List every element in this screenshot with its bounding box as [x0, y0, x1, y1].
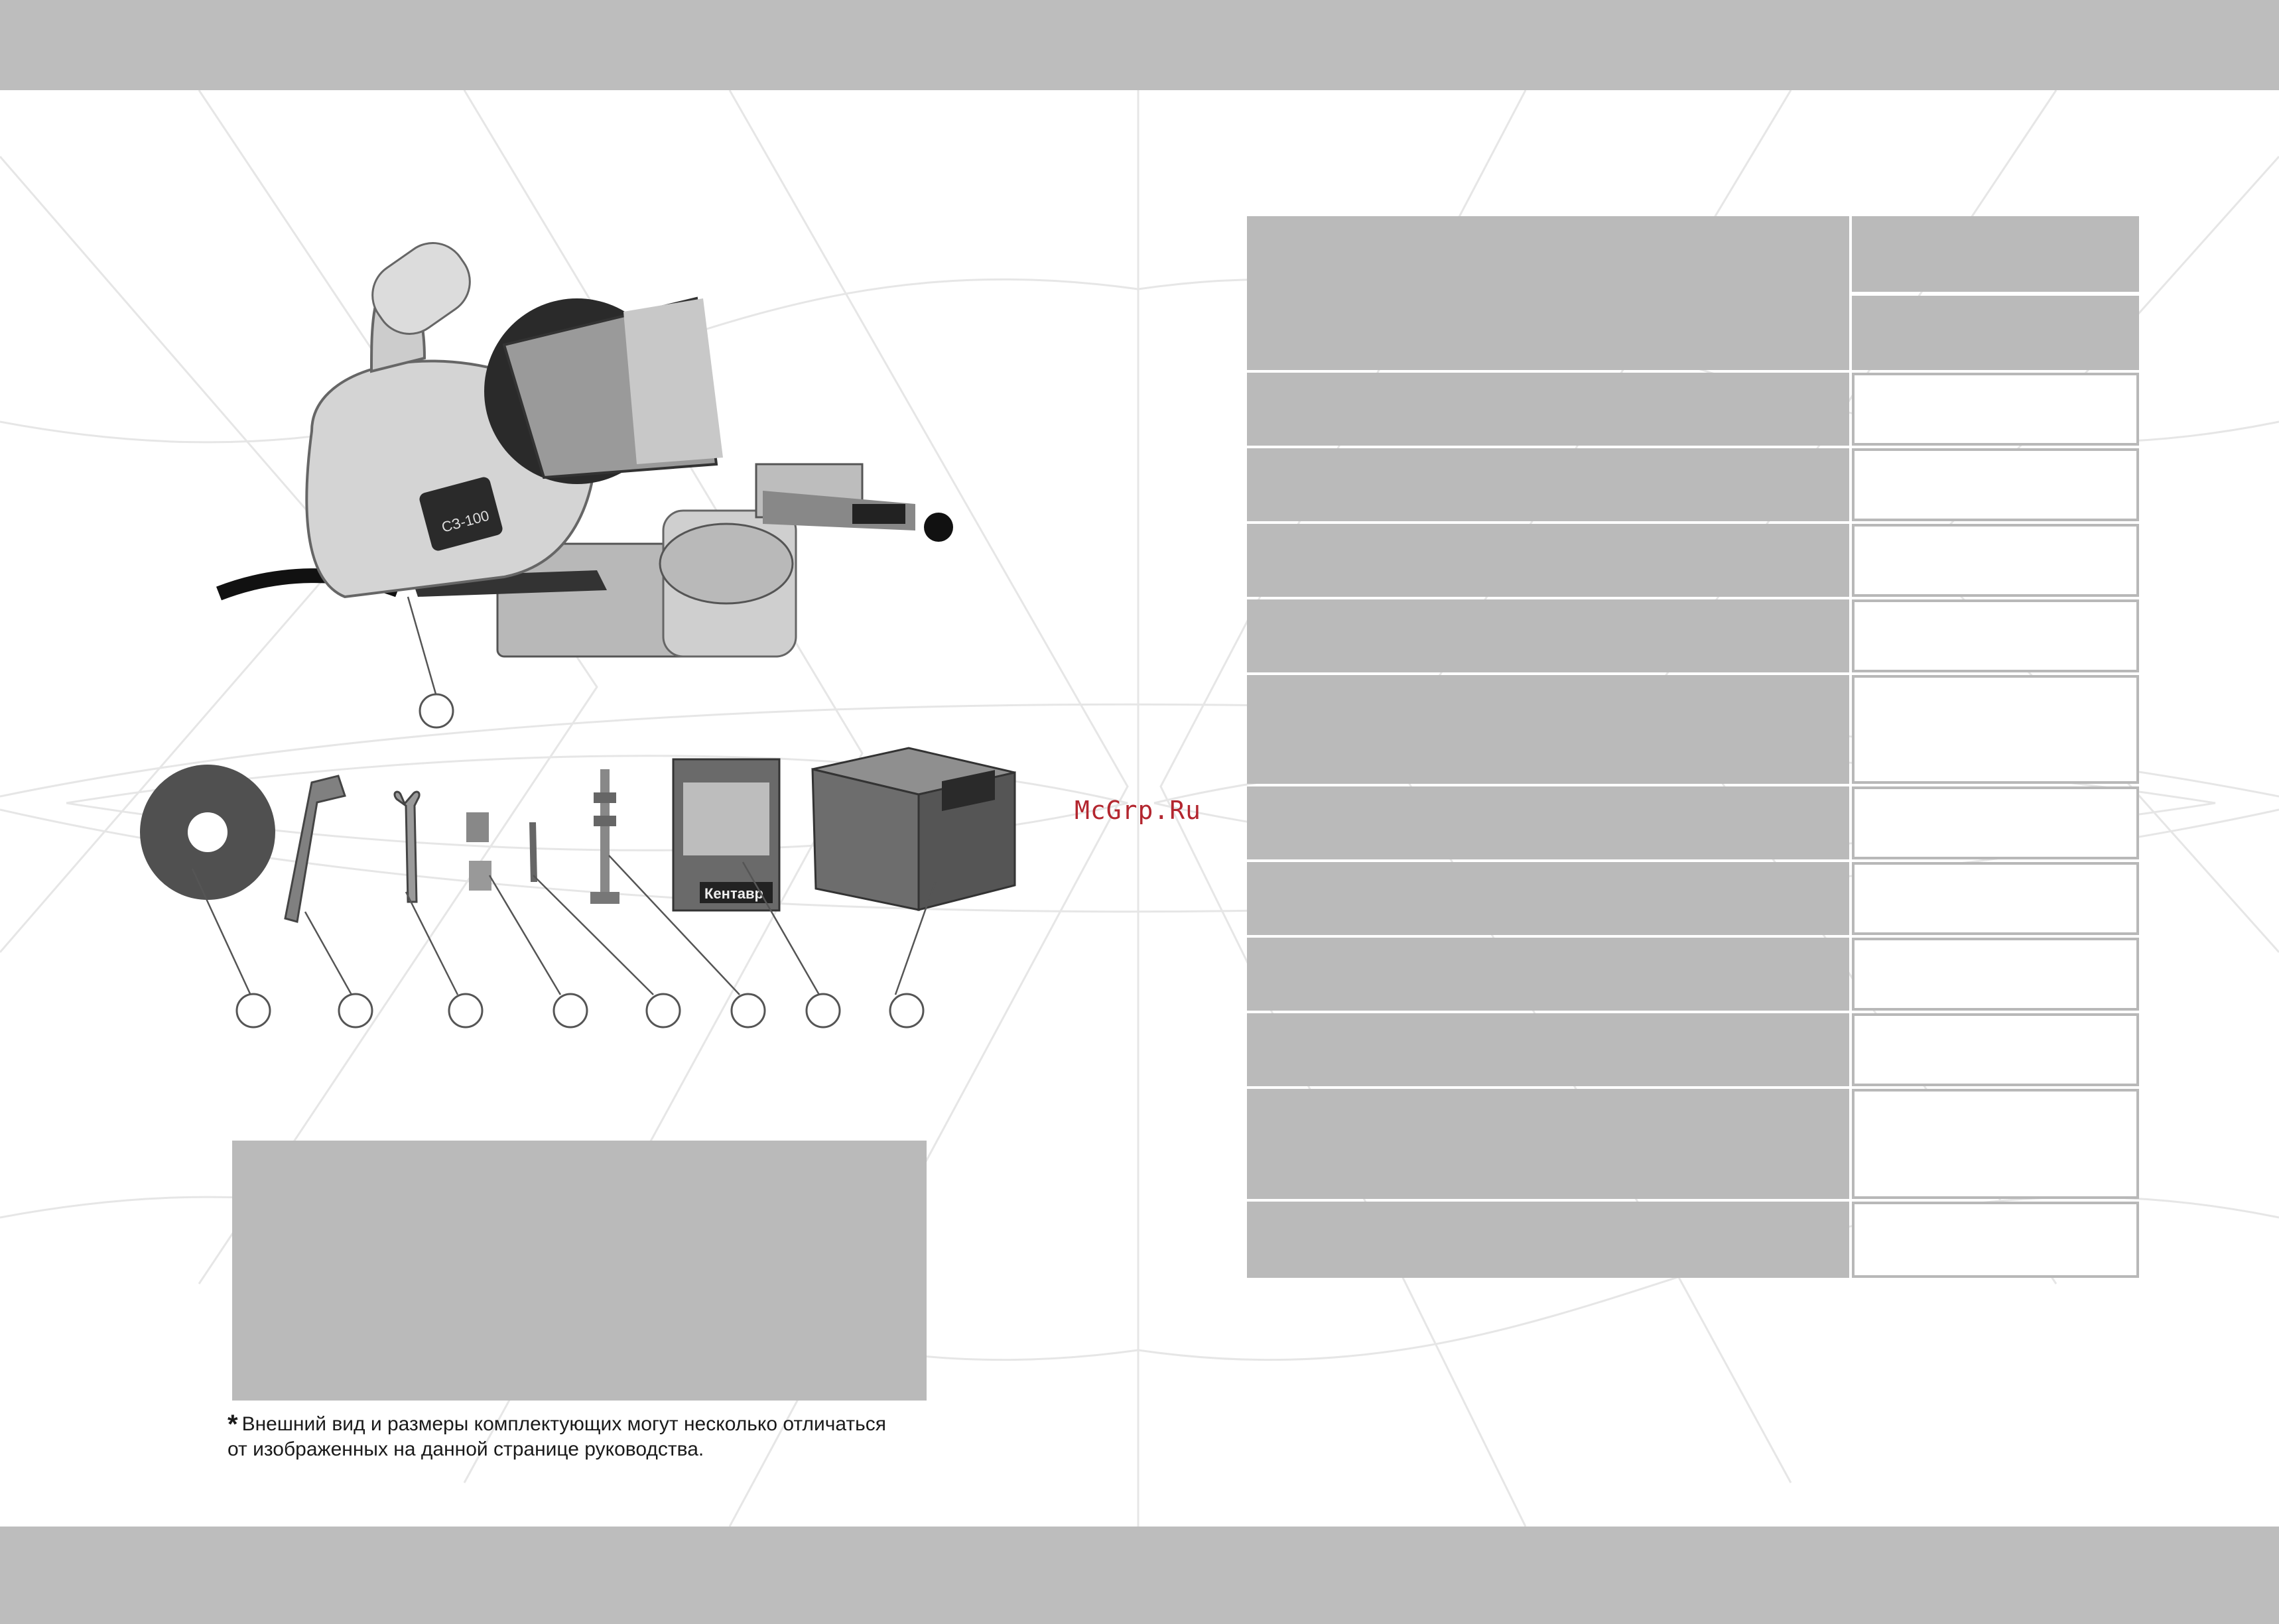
accessory-plate-top: [466, 812, 489, 842]
footnote-line-2: от изображенных на данной странице руководства.: [228, 1438, 704, 1460]
table-row: [1247, 786, 2139, 859]
manual-brand: Кентавр: [704, 885, 763, 902]
table-header-right-top: [1852, 216, 2139, 292]
table-row: [1247, 524, 2139, 597]
table-header-right-bottom: [1852, 296, 2139, 370]
footnote-asterisk: *: [228, 1410, 238, 1439]
watermark: McGrp.Ru: [1074, 796, 1202, 825]
accessory-screw: [529, 822, 537, 882]
footnote: [228, 1412, 957, 1462]
table-header-row: [1247, 216, 2139, 370]
table-row: [1247, 1089, 2139, 1199]
table-row: [1247, 1202, 2139, 1278]
chain-sharpener-tool: [219, 230, 953, 656]
table-row: [1247, 1013, 2139, 1086]
table-row: [1247, 862, 2139, 935]
accessory-hex-key: [285, 776, 345, 922]
components-list-box: [232, 1141, 927, 1401]
accessory-manual: [673, 759, 779, 910]
accessory-plate-bottom: [469, 861, 491, 891]
accessory-bolt: [590, 769, 619, 904]
footnote-line-1: Внешний вид и размеры комплектующих могут несколько отличаться: [241, 1413, 886, 1435]
table-row: [1247, 448, 2139, 521]
specifications-table: [1247, 216, 2139, 1294]
table-header-left: [1247, 216, 1849, 370]
accessory-box: [813, 748, 1015, 910]
table-row: [1247, 599, 2139, 672]
table-row: [1247, 938, 2139, 1011]
model-label: СЗ-100: [440, 507, 491, 536]
table-row: [1247, 675, 2139, 784]
accessory-grinding-disc: [140, 765, 275, 900]
table-row: [1247, 373, 2139, 446]
accessory-wrench: [395, 792, 419, 902]
